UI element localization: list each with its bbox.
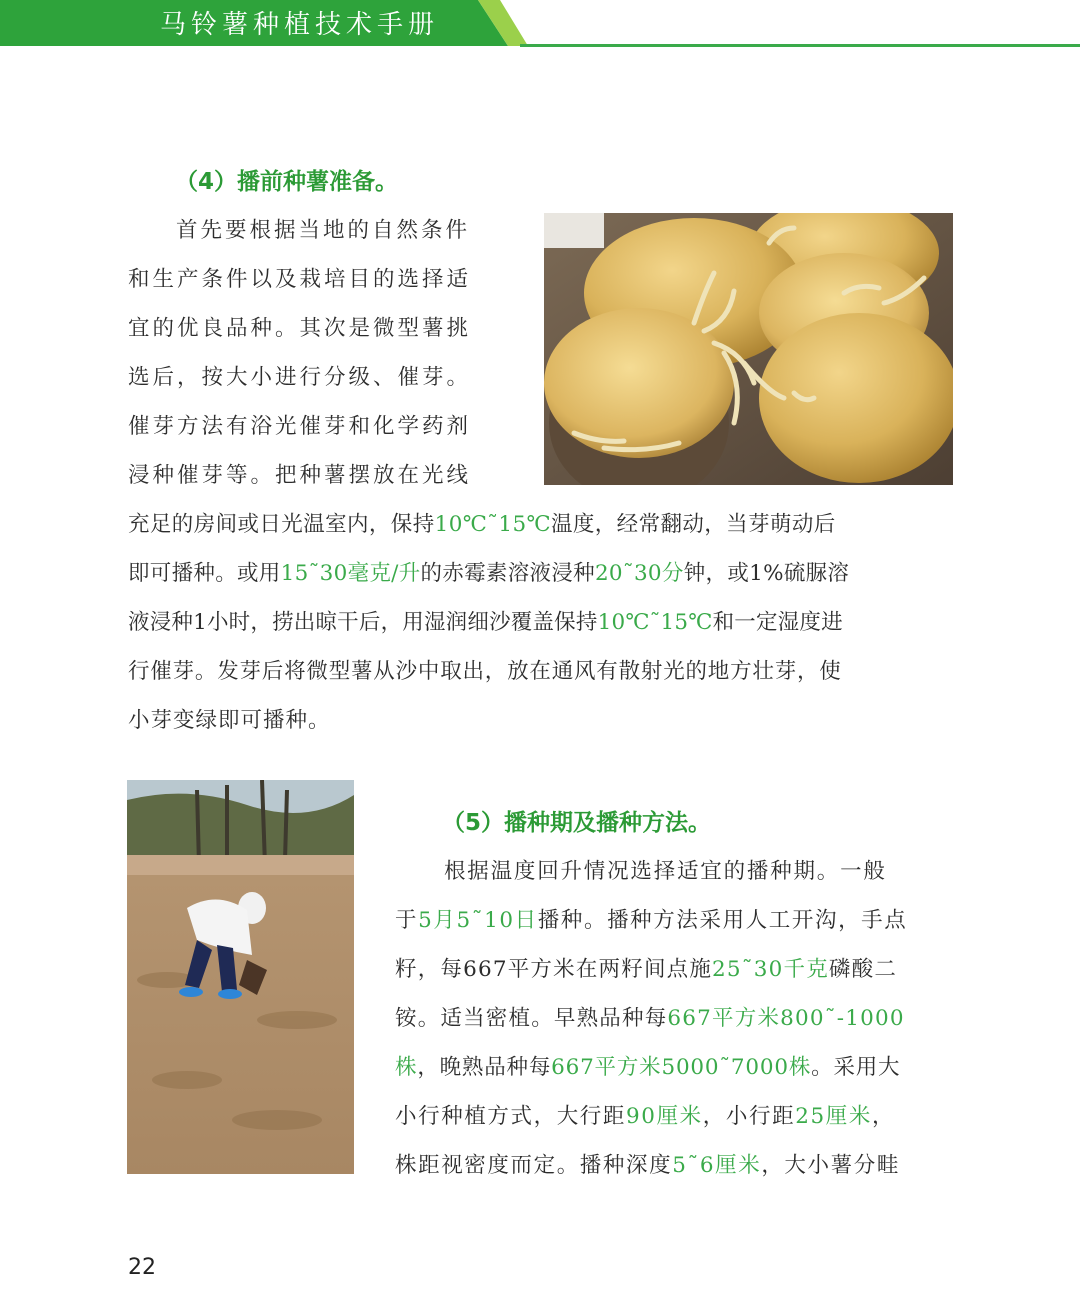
section-4-line-3 [128,314,471,344]
section-4-line-6 [128,461,471,491]
text-run: 于 [395,908,419,933]
text-run: 催芽方法有浴光催芽和化学药剂 [128,414,472,439]
section-4-line-2 [128,265,471,295]
green-highlight: 5˜6厘米 [672,1153,762,1178]
text-run: ， [871,1104,896,1129]
header-banner [0,0,1080,52]
text-run: 铵。适当密植。早熟品种每 [395,1006,668,1031]
section-4-line-4 [128,363,471,393]
text-run: 磷酸二 [828,957,898,982]
text-run: 小芽变绿即可播种。 [128,708,331,733]
text-run: 株距视密度而定。播种深度 [395,1153,673,1178]
text-run: 和一定湿度进 [712,610,843,635]
green-highlight: 25厘米 [795,1104,872,1129]
section-5-line-2 [395,906,907,936]
text-run: 钟，或1%硫脲溶 [683,561,850,586]
text-run: 行催芽。发芽后将微型薯从沙中取出，放在通风有散射光的地方壮芽，使 [128,659,842,684]
text-run: 的赤霉素溶液浸种 [420,561,595,586]
section-5-heading: （5）播种期及播种方法。 [442,810,712,836]
text-run: 小行种植方式，大行距 [395,1104,627,1129]
section-5-line-5 [395,1053,900,1083]
section-5-line-1 [444,857,887,887]
text-run: 选后，按大小进行分级、催芽。 [128,365,472,390]
text-run: 播种。播种方法采用人工开沟，手点 [537,908,908,933]
text-run: ，大小薯分畦 [761,1153,900,1178]
section-4-line-11 [128,706,331,736]
section-4-line-8 [128,559,849,589]
text-run: 温度，经常翻动，当芽萌动后 [550,512,836,537]
text-run: 。采用大 [811,1055,901,1080]
green-highlight: 10℃˜15℃ [597,610,713,635]
green-highlight: 株 [395,1055,418,1080]
section-5-line-6 [395,1102,895,1132]
green-highlight: 5月5˜10日 [418,908,538,933]
section-5-line-3 [395,955,897,985]
text-run: 液浸种1小时，捞出晾干后，用湿润细沙覆盖保持 [128,610,598,635]
section-4-line-9 [128,608,843,638]
header-title: 马铃薯种植技术手册 [160,10,440,40]
green-highlight: 90厘米 [626,1104,703,1129]
text-run: 首先要根据当地的自然条件 [176,218,471,243]
section-4-heading: （4）播前种薯准备。 [175,169,399,195]
section-5-line-7 [395,1151,900,1181]
section-5-line-4 [395,1004,905,1034]
text-run: 根据温度回升情况选择适宜的播种期。一般 [444,859,887,884]
text-run: 浸种催芽等。把种薯摆放在光线 [128,463,472,488]
green-highlight: 667平方米800˜-1000 [667,1006,905,1031]
text-run: ，晚熟品种每 [417,1055,552,1080]
text-run: 和生产条件以及栽培目的选择适 [128,267,472,292]
section-4-line-10 [128,657,842,687]
text-run: 充足的房间或日光温室内，保持 [128,512,435,537]
green-highlight: 25˜30千克 [712,957,829,982]
page-number: 22 [128,1255,156,1280]
green-highlight: 10℃˜15℃ [434,512,551,537]
text-run: 即可播种。或用 [128,561,281,586]
green-highlight: 667平方米5000˜7000株 [551,1055,812,1080]
sprouting-potatoes-photo [544,213,953,485]
text-run: ，小行距 [702,1104,796,1129]
section-4-line-7 [128,510,836,540]
section-4-line-1 [176,216,470,246]
green-highlight: 15˜30毫克/升 [280,561,421,586]
text-run: 籽，每667平方米在两籽间点施 [395,957,713,982]
section-4-line-5 [128,412,471,442]
person-planting-in-field-photo [127,780,354,1174]
text-run: 宜的优良品种。其次是微型薯挑 [128,316,472,341]
green-highlight: 20˜30分 [594,561,684,586]
